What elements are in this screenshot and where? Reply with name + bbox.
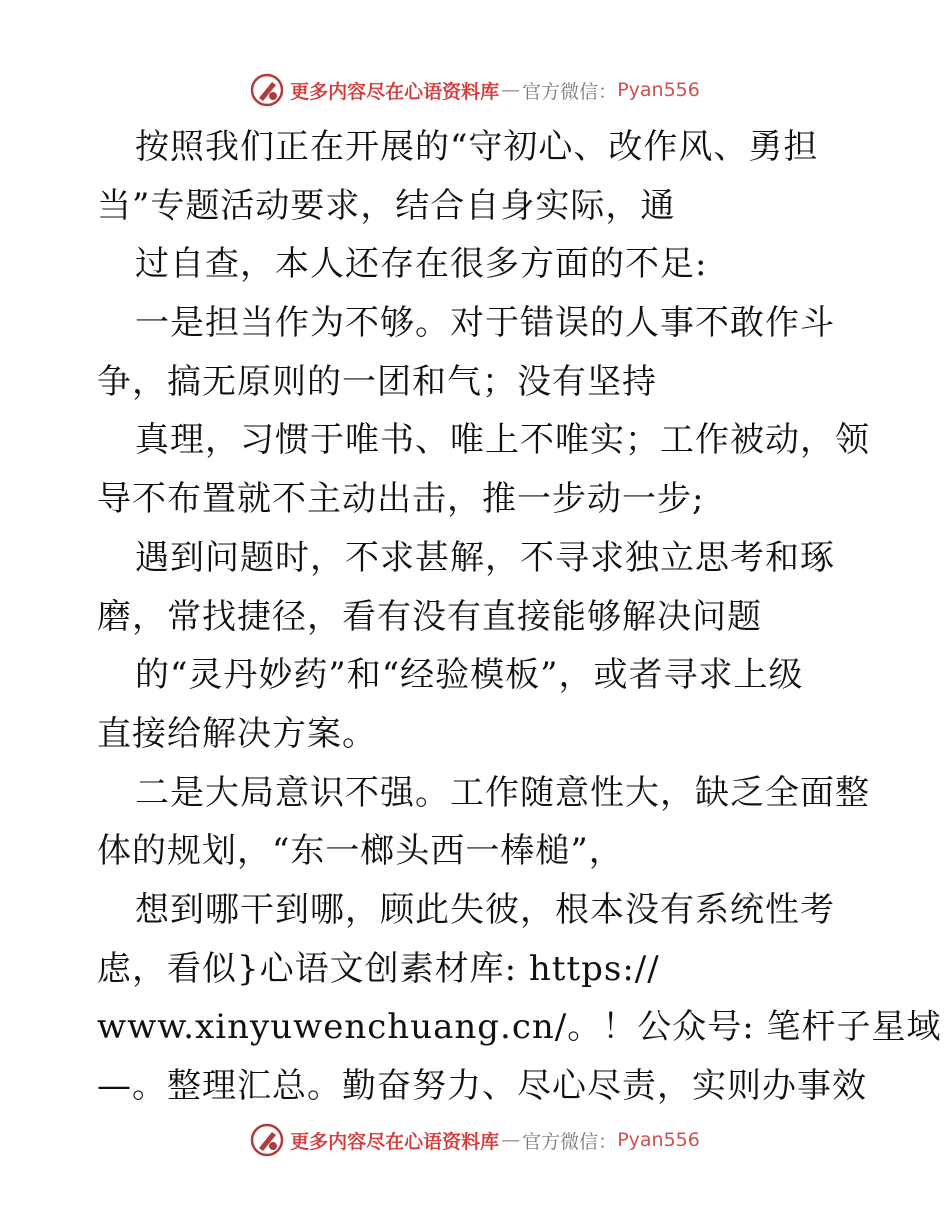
text-line: 按照我们正在开展的“守初心、改作风、勇担	[135, 127, 819, 167]
pen-logo-icon	[250, 73, 284, 107]
banner-id: Pyan556	[617, 79, 700, 101]
banner-dash: —	[501, 79, 521, 101]
banner-label: 官方微信：	[522, 80, 618, 103]
text-line: 磨，常找捷径，看有没有直接能够解决问题	[97, 596, 762, 637]
text-line: 真理，习惯于唯书、唯上不唯实；工作被动，领	[135, 420, 870, 461]
document-body	[97, 118, 942, 1116]
banner-main-text: 更多内容尽在心语资料库	[290, 80, 500, 103]
text-line: 的“灵丹妙药”和“经验模板”，或者寻求上级	[135, 655, 804, 696]
text-line: 直接给解决方案。	[97, 713, 377, 754]
pen-logo-icon	[250, 1123, 284, 1157]
text-line: 一是担当作为不够。对于错误的人事不敢作斗	[135, 303, 835, 344]
text-line: 当”专题活动要求，结合自身实际，通	[97, 185, 676, 226]
text-line: 虑，看似}心语文创素材库: https://	[97, 948, 660, 989]
header-banner	[0, 70, 950, 110]
text-line: 遇到问题时，不求甚解，不寻求独立思考和琢	[135, 537, 835, 578]
text-line: 导不布置就不主动出击，推一步动一步;	[97, 479, 705, 520]
banner-main-text: 更多内容尽在心语资料库	[290, 1130, 500, 1153]
text-line: 过自查，本人还存在很多方面的不足:	[135, 244, 708, 285]
banner-id: Pyan556	[617, 1129, 700, 1151]
text-line: 二是大局意识不强。工作随意性大，缺乏全面整	[135, 772, 870, 813]
text-line: www.xinyuwenchuang.cn/。！公众号: 笔杆子星域	[97, 1007, 942, 1048]
text-line: 争，搞无原则的一团和气；没有坚持	[97, 361, 657, 402]
banner-label: 官方微信：	[522, 1130, 618, 1153]
text-line: 体的规划，“东一榔头西一棒槌”，	[97, 831, 624, 872]
text-line: —。整理汇总。勤奋努力、尽心尽责，实则办事效	[97, 1066, 867, 1106]
footer-banner	[0, 1120, 950, 1160]
text-line: 想到哪干到哪，顾此失彼，根本没有系统性考	[135, 889, 835, 930]
banner-dash: —	[501, 1129, 521, 1151]
